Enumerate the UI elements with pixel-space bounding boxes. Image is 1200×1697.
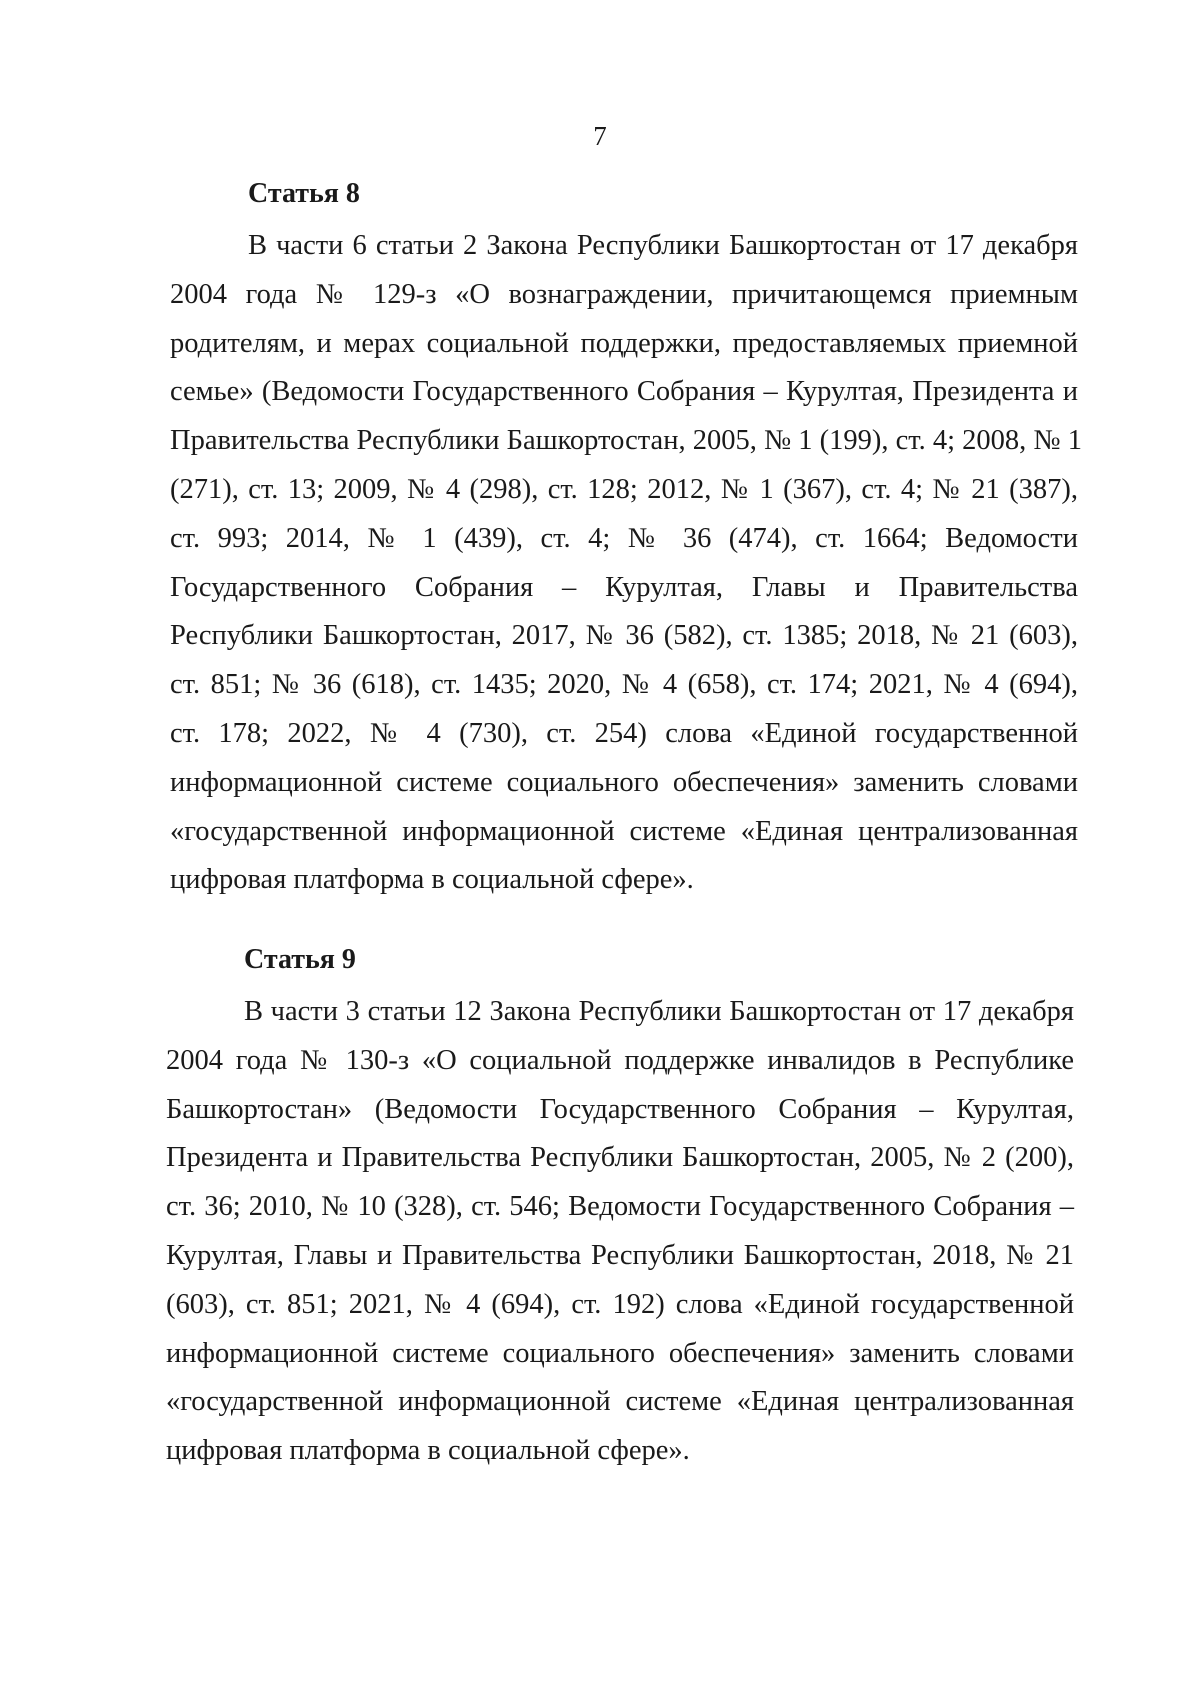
text-line: «государственной информационной системе «Единая централизованная [166,1386,1074,1418]
text-line: ст. 178; 2022, № 4 (730), ст. 254) слова «Единой государственной [170,717,1078,749]
text-line: (603), ст. 851; 2021, № 4 (694), ст. 192) слова «Единой государственной [166,1288,1074,1320]
text-line: Башкортостан» (Ведомости Государственного Собрания – Курултая, [166,1093,1074,1125]
text-line: Республики Башкортостан, 2017, № 36 (582), ст. 1385; 2018, № 21 (603), [170,620,1078,652]
text-line: «государственной информационной системе «Единая централизованная [170,815,1078,847]
text-line: В части 3 статьи 12 Закона Республики Башкортостан от 17 декабря [244,996,1074,1027]
text-line: Курултая, Главы и Правительства Республики Башкортостан, 2018, № 21 [166,1239,1074,1271]
text-line: семье» (Ведомости Государственного Собрания – Курултая, Президента и [170,376,1078,408]
text-line: ст. 36; 2010, № 10 (328), ст. 546; Ведомости Государственного Собрания – [166,1191,1074,1223]
text-line: ст. 993; 2014, № 1 (439), ст. 4; № 36 (474), ст. 1664; Ведомости [170,522,1078,554]
text-line: цифровая платформа в социальной сфере». [170,864,694,896]
text-line: Правительства Республики Башкортостан, 2005, № 1 (199), ст. 4; 2008, № 1 [170,425,1082,457]
text-line: информационной системе социального обеспечения» заменить словами [166,1337,1074,1369]
text-line: 2004 года № 129-з «О вознаграждении, причитающемся приемным [170,278,1078,310]
text-line: родителям, и мерах социальной поддержки, предоставляемых приемной [170,327,1078,359]
article-8 [170,174,1082,905]
text-line: (271), ст. 13; 2009, № 4 (298), ст. 128; 2012, № 1 (367), ст. 4; № 21 (387), [170,473,1078,505]
text-line: В части 6 статьи 2 Закона Республики Башкортостан от 17 декабря [248,230,1078,261]
article-9 [166,940,1074,1476]
text-line: Государственного Собрания – Курултая, Главы и Правительства [170,571,1078,603]
article-body [170,222,1082,905]
text-line: Президента и Правительства Республики Башкортостан, 2005, № 2 (200), [166,1142,1074,1174]
text-line: информационной системе социального обеспечения» заменить словами [170,766,1078,798]
article-body [166,988,1074,1476]
article-heading: Статья 9 [244,944,356,975]
article-heading: Статья 8 [248,178,360,209]
text-line: 2004 года № 130-з «О социальной поддержке инвалидов в Республике [166,1044,1074,1076]
text-line: ст. 851; № 36 (618), ст. 1435; 2020, № 4 (658), ст. 174; 2021, № 4 (694), [170,669,1078,701]
text-line: цифровая платформа в социальной сфере». [166,1435,690,1467]
page-number: 7 [593,121,607,151]
